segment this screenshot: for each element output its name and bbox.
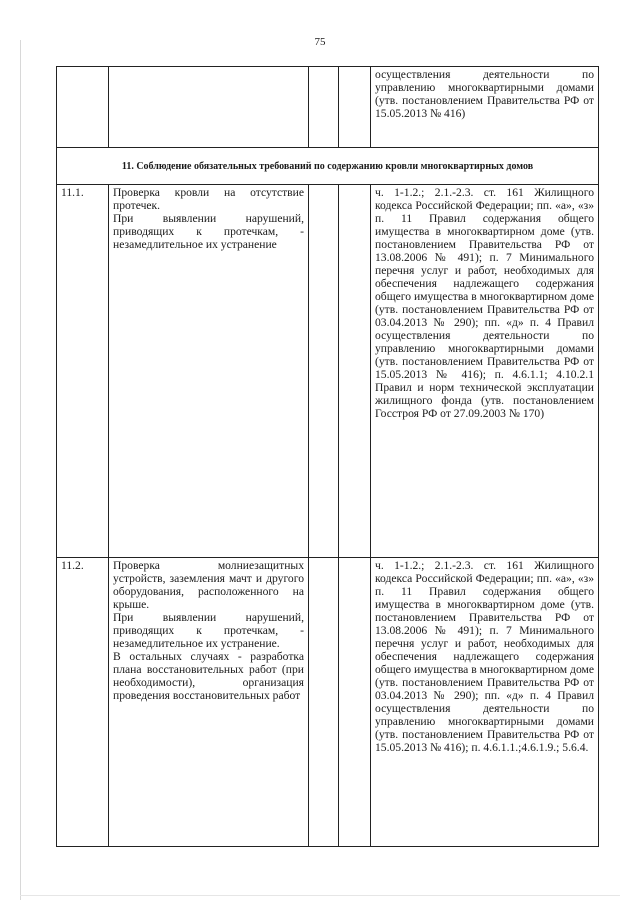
section-header-row — [57, 148, 599, 185]
section-title: 11. Соблюдение обязательных требований по содержанию кровли многоквартирных домов — [57, 148, 599, 185]
scan-bottom-line — [20, 895, 620, 896]
item-number: 11.1. — [57, 185, 109, 558]
cell-legal-reference: ч. 1-1.2.; 2.1.-2.3. ст. 161 Жилищного кодекса Российской Федерации; пп. «а», «з» п. 11 Правил содержания общего имущества в многоквартирном доме (утв. постановлением Правительства РФ от 13.08.2006 № 491); п. 7 Минимального перечня услуг и работ, необходимых для обеспечения надлежащего содержания общего имущества в многоквартирном доме (утв. постановлением Правительства РФ от 03.04.2013 № 290); пп. «д» п. 4 Правил осуществления деятельности по управлению многоквартирными домами (утв. постановлением Правительства РФ от 15.05.2013 № 416); п. 4.6.1.1.;4.6.1.9.; 5.6.4. — [371, 558, 599, 847]
requirements-table — [56, 66, 599, 847]
cell-extra2-empty — [339, 67, 371, 148]
description-paragraph: Проверка кровли на отсутствие протечек. — [113, 186, 304, 212]
description-paragraph: При выявлении нарушений, приводящих к протечкам, - незамедлительное их устранение. — [113, 611, 304, 650]
cell-num-empty — [57, 67, 109, 148]
cell-extra1-empty — [309, 67, 339, 148]
cell-desc-empty — [109, 67, 309, 148]
description-paragraph: При выявлении нарушений, приводящих к протечкам, - незамедлительное их устранение — [113, 212, 304, 251]
description-paragraph: В остальных случаях - разработка плана восстановительных работ (при необходимости), организация проведения восстановительных работ — [113, 650, 304, 702]
table-row — [57, 185, 599, 558]
cell-legal-reference: осуществления деятельности по управлению многоквартирными домами (утв. постановлением Правительства РФ от 15.05.2013 № 416) — [371, 67, 599, 148]
table-row — [57, 558, 599, 847]
item-number: 11.2. — [57, 558, 109, 847]
cell-extra2-empty — [339, 558, 371, 847]
table-row-continuation — [57, 67, 599, 148]
item-description — [109, 185, 309, 558]
page-number: 75 — [314, 36, 326, 48]
cell-extra1-empty — [309, 185, 339, 558]
cell-extra2-empty — [339, 185, 371, 558]
cell-legal-reference: ч. 1-1.2.; 2.1.-2.3. ст. 161 Жилищного кодекса Российской Федерации; пп. «а», «з» п. 11 Правил содержания общего имущества в многоквартирном доме (утв. постановлением Правительства РФ от 13.08.2006 № 491); п. 7 Минимального перечня услуг и работ, необходимых для обеспечения надлежащего содержания общего имущества в многоквартирном доме (утв. постановлением Правительства РФ от 03.04.2013 № 290); пп. «д» п. 4 Правил осуществления деятельности по управлению многоквартирными домами (утв. постановлением Правительства РФ от 15.05.2013 № 416); п. 4.6.1.1; 4.10.2.1 Правил и норм технической эксплуатации жилищного фонда (утв. постановлением Госстроя РФ от 27.09.2003 № 170) — [371, 185, 599, 558]
scan-margin-line — [20, 40, 21, 900]
description-paragraph: Проверка молниезащитных устройств, заземления мачт и другого оборудования, расположенного на крыше. — [113, 559, 304, 611]
cell-extra1-empty — [309, 558, 339, 847]
item-description — [109, 558, 309, 847]
